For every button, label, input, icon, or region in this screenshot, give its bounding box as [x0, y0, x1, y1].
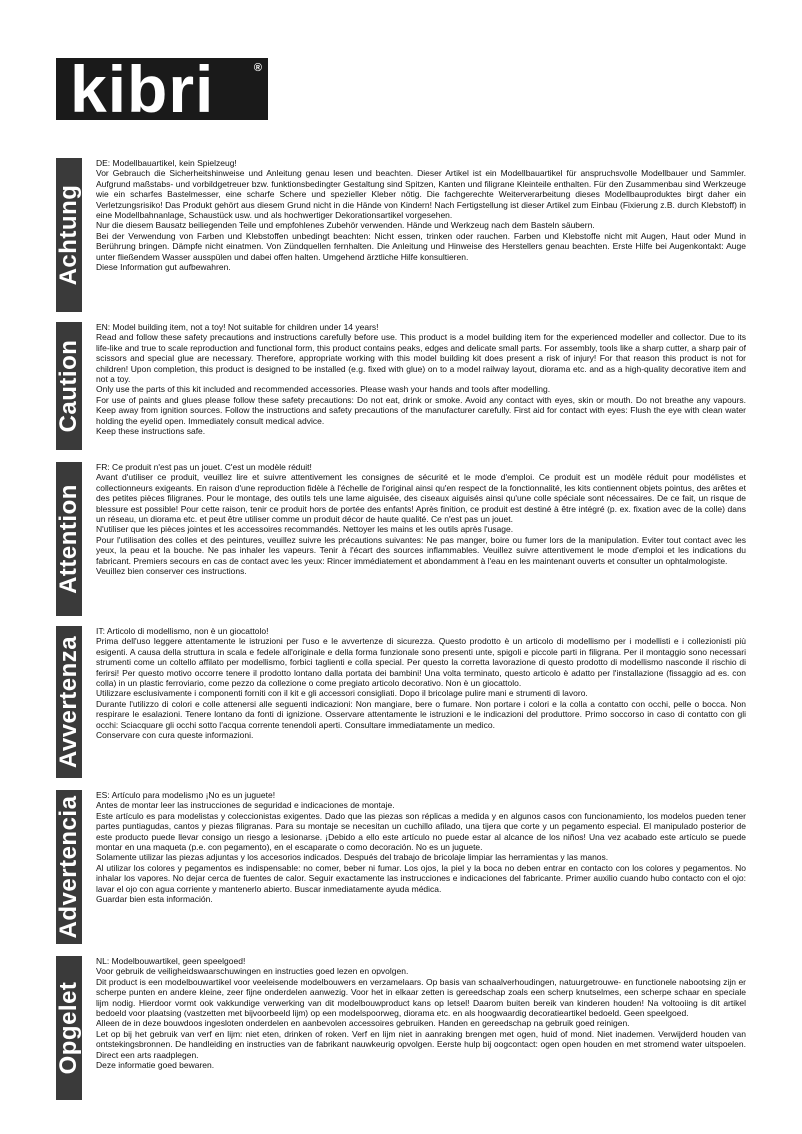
section-en: [56, 322, 746, 454]
section-heading: FR: Ce produit n'est pas un jouet. C'est un modèle réduit!: [96, 462, 312, 472]
tab-label: Advertencia: [55, 795, 82, 939]
section-paragraph: N'utiliser que les pièces jointes et les accessoires recommandés. Nettoyer les mains et les outils après l'usage.: [96, 524, 514, 535]
section-de: [56, 158, 746, 316]
section-paragraph: Read and follow these safety precautions and instructions carefully before use. This product is a model building item for the experienced modeller and collector. Due to its life-like and true to scale reproduction and functional form, this product contains peaks, edges and delicate small parts. For assembly, tools like a sharp cutter, a sharp pair of scissors and special glue are necessary. Therefore, appropriate working with this model building kit does present a risk of injury! For that reason this product is not for children! Upon completion, this product is designed to be installed (e.g. fixed with glue) on to a model railway layout, diorama etc. and as a high-quality decorative item and not a toy.: [96, 332, 746, 385]
tab-label: Attention: [55, 484, 82, 594]
section-nl: [56, 956, 746, 1104]
section-text: [96, 956, 746, 1070]
section-paragraph: Alleen de in deze bouwdoos ingesloten onderdelen en aanbevolen accessoires gebruiken. Handen en gereedschap na gebruik goed reinigen.: [96, 1018, 630, 1029]
section-paragraph: Prima dell'uso leggere attentamente le istruzioni per l'uso e le avvertenze di sicurezza. Questo prodotto è un articolo di modellismo per i modellisti e i collezionisti più esigenti. A causa della struttura in scala e fedele all'originale e della forma funzionale sono presenti unte, spigoli e piccole parti in filigrana. Per il montaggio sono necessari strumenti come un coltello affilato per modellismo, forbici taglienti e colla special. Per questo la corretta lavorazione di questo prodotto di modellismo nasconde il rischio di ferirsi! Per questo motivo occorre tenere il prodotto lontano dalla portata dei bambini! Una volta terminato, questo articolo è adatto per l'installazione (fissaggio ad es. con colla) in un plastic ferroviario, come pezzo da collezione o come pregiato articolo decorativo. Non è un giocattolo.: [96, 636, 746, 689]
section-paragraph: Pour l'utilisation des colles et des peintures, veuillez suivre les précautions suivantes: Ne pas manger, boire ou fumer lors de la manipulation. Eviter tout contact avec les yeux, la peau et la bouche. Ne pas inhaler les vapeurs. Tenir à l'écart des sources inflammables. Veuillez suivre attentivement le mode d'emploi et les indications du fabricant. Premiers secours en cas de contact avec les yeux: Rincer immédiatement et abondamment à l'eau en les maintenant ouverts et consulter un ophtalmologiste.: [96, 534, 746, 566]
section-paragraph: Conservare con cura queste informazioni.: [96, 730, 254, 741]
section-paragraph: Al utilizar los colores y pegamentos es indispensable: no comer, beber ni fumar. Los ojos, la piel y la boca no deben entrar en contacto con los colores y pegamentos. No inhalar los vapores. No dejar cerca de fuentes de calor. Seguir exactamente las instrucciones e indicaciones del fabricante. Primer auxilio cuando hubo contacto con el ojo: lavar el ojo con agua corriente y mantenerlo abierto. Buscar inmediatamente ayuda médica.: [96, 862, 746, 894]
section-heading: IT: Articolo di modellismo, non è un giocattolo!: [96, 626, 269, 636]
section-text: [96, 462, 746, 576]
section-paragraph: Veuillez bien conserver ces instructions.: [96, 566, 247, 577]
section-paragraph: For use of paints and glues please follow these safety precautions: Do not eat, drink or smoke. Avoid any contact with eyes, skin or mouth. Do not breathe any vapours. Keep away from ignition sources. Follow the instructions and safety precautions of the manufacturer carefully. First aid for contact with eyes: Flush the eye with clean water holding the eyelid open. Immediately consult medical advice.: [96, 394, 746, 426]
section-paragraph: Let op bij het gebruik van verf en lijm: niet eten, drinken of roken. Verf en lijm niet in aanraking brengen met ogen, huid of mond. Niet inademen. Verwijderd houden van ontstekingsbronnen. De handleiding en instructies van de fabrikant nauwkeurig opvolgen. Eerste hulp bij oogcontact: ogen open houden en met stromend water uitspoelen. Direct een arts raadplegen.: [96, 1028, 746, 1060]
section-it: [56, 626, 746, 782]
section-heading: DE: Modellbauartikel, kein Spielzeug!: [96, 158, 237, 168]
section-paragraph: Utilizzare esclusivamente i componenti forniti con il kit e gli accessori consigliati. Dopo il bricolage pulire mani e strumenti di lavoro.: [96, 688, 588, 699]
tab-label: Avvertenza: [55, 635, 82, 769]
section-paragraph: Voor gebruik de veiligheidswaarschuwingen en instructies goed lezen en opvolgen.: [96, 966, 409, 977]
section-fr: [56, 462, 746, 620]
section-paragraph: Dit product is een modelbouwartikel voor veeleisende modelbouwers en verzamelaars. Op basis van schaalverhoudingen, natuurgetrouwe- en functionele nabootsing zijn er scherpe punten en andere kleine, zeer fijne onderdelen aanwezig. Voor het in elkaar zetten is gereedschap zoals een scherp knutselmes, een scherpe schaar en speciale lijm nodig. Hierdoor vormt ook vakkundige verwerking van dit modelbouwproduct kans op letsel! Daarom buiten bereik van kinderen houden! Na voltooiing is dit artikel bedoeld voor plaatsing (vastzetten met bijvoorbeeld lijm) op een modelspoorweg, diorama etc. en als hoogwaardig decoratieartikel bedoeld. Geen speelgoed.: [96, 976, 746, 1019]
section-text: [96, 322, 746, 436]
section-paragraph: Deze informatie goed bewaren.: [96, 1060, 215, 1071]
section-paragraph: Solamente utilizar las piezas adjuntas y los accesorios indicados. Después del trabajo de bricolaje limpiar las herramientas y las manos.: [96, 852, 609, 863]
section-tab-opgelet: [56, 956, 82, 1100]
section-paragraph: Diese Information gut aufbewahren.: [96, 262, 231, 273]
section-tab-achtung: [56, 158, 82, 312]
section-es: [56, 790, 746, 948]
section-paragraph: Avant d'utiliser ce produit, veuillez lire et suivre attentivement les consignes de sécurité et le mode d'emploi. Ce produit est un modèle réduit pour modélistes et collectionneurs exigeants. En raison d'une reproduction fidèle à l'échelle de l'original ainsi qu'en respect de la fonctionnalité, les kits contiennent objets pointus, des arêtes et des petites pièces filigranes. Pour le montage, des outils tels une lame aiguisée, des ciseaux aiguisés ainsi qu'une colle spéciale sont nécessaires. De ce fait, un risque de blessure est possible! Pour cette raison, tenir ce produit hors de portée des enfants! Après finition, ce produit est destiné à être intégré (p. ex. fixation avec de la colle) dans un réseau, un diorama etc. et peut être utiliser comme un produit décor de haute qualité. Ce n'est pas un jouet.: [96, 472, 746, 525]
section-paragraph: Durante l'utilizzo di colori e colle attenersi alle seguenti indicazioni: Non mangiare, bere o fumare. Non portare i colori e la colla a contatto con occhi, pelle o bocca. Non respirare le esalazioni. Tenere lontano da fonti di ignizione. Osservare attentamente le istruzioni e le indicazioni del produttore. Primo soccorso in caso di contatto con gli occhi: Sciacquare gli occhi sotto l'acqua corrente tenendoli aperti. Consultare immediatamente un medico.: [96, 698, 746, 730]
section-text: [96, 626, 746, 740]
section-heading: ES: Artículo para modelismo ¡No es un juguete!: [96, 790, 276, 800]
section-paragraph: Guardar bien esta información.: [96, 894, 213, 905]
tab-label: Achtung: [55, 184, 82, 286]
section-text: [96, 158, 746, 272]
section-paragraph: Vor Gebrauch die Sicherheitshinweise und Anleitung genau lesen und beachten. Dieser Artikel ist ein Modellbauartikel für anspruchsvolle Modellbauer und Sammler. Aufgrund maßstabs- und vorbildgetreuer bzw. funktionsbedingter Gestaltung sind Spitzen, Kanten und filigrane Kleinteile enthalten. Für den Zusammenbau sind Werkzeuge wie ein scharfes Bastelmesser, eine scharfe Schere und spezieller Kleber nötig. Die fachgerechte Weiterverarbeitung dieses Modellbauproduktes birgt daher ein Verletzungsrisiko! Das Produkt gehört aus diesem Grund nicht in die Hände von Kindern! Nach Fertigstellung ist dieser Artikel zum Einbau (Fixierung z.B. durch Klebstoff) in eine Modellbahnanlage, Schaustück usw. und als hochwertiger Dekorationsartikel vorgesehen.: [96, 168, 746, 221]
section-tab-avvertenza: [56, 626, 82, 778]
section-tab-attention: [56, 462, 82, 616]
section-tab-caution: [56, 322, 82, 450]
section-tab-advertencia: [56, 790, 82, 944]
section-paragraph: Only use the parts of this kit included and recommended accessories. Please wash your hands and tools after modelling.: [96, 384, 551, 395]
kibri-logo: [56, 52, 268, 126]
section-paragraph: Este artículo es para modelistas y coleccionistas exigentes. Dado que las piezas son réplicas a medida y en algunos casos con funcionamiento, los modelos pueden tener partes puntiagudas, cantos y piezas filigranas. Para su montaje se necesitan un cuchillo afilado, una tijera que corte y un pegamento especial. El manipulado posterior de este producto puede llevar consigo un riesgo a lesionarse. ¡Debido a ello este artículo no puede estar al alcance de los niños! Una vez acabado este artículo se puede montar en una maqueta (p.e. con pegamento), en el escaparate o como decoración. No es un juguete.: [96, 810, 746, 853]
section-paragraph: Antes de montar leer las instrucciones de seguridad e indicaciones de montaje.: [96, 800, 395, 811]
section-paragraph: Keep these instructions safe.: [96, 426, 206, 437]
logo-wordmark: kibri: [70, 52, 215, 126]
registered-mark: ®: [253, 62, 262, 74]
section-heading: NL: Modelbouwartikel, geen speelgoed!: [96, 956, 246, 966]
section-paragraph: Nur die diesem Bausatz beiliegenden Teile und empfohlenes Zubehör verwenden. Hände und Werkzeug nach dem Basteln säubern.: [96, 220, 595, 231]
section-paragraph: Bei der Verwendung von Farben und Klebstoffen unbedingt beachten: Nicht essen, trinken oder rauchen. Farben und Klebstoffe nicht mit Augen, Haut oder Mund in Berührung bringen. Dämpfe nicht einatmen. Von Zündquellen fernhalten. Die Anleitung und Hinweise des Herstellers genau beachten. Erste Hilfe bei Augenkontakt: Auge unter fließendem Wasser ausspülen und dabei offen halten. Umgehend ärztliche Hilfe konsultieren.: [96, 230, 746, 262]
section-heading: EN: Model building item, not a toy! Not suitable for children under 14 years!: [96, 322, 379, 332]
section-text: [96, 790, 746, 904]
tab-label: Caution: [55, 339, 82, 433]
tab-label: Opgelet: [55, 981, 82, 1075]
